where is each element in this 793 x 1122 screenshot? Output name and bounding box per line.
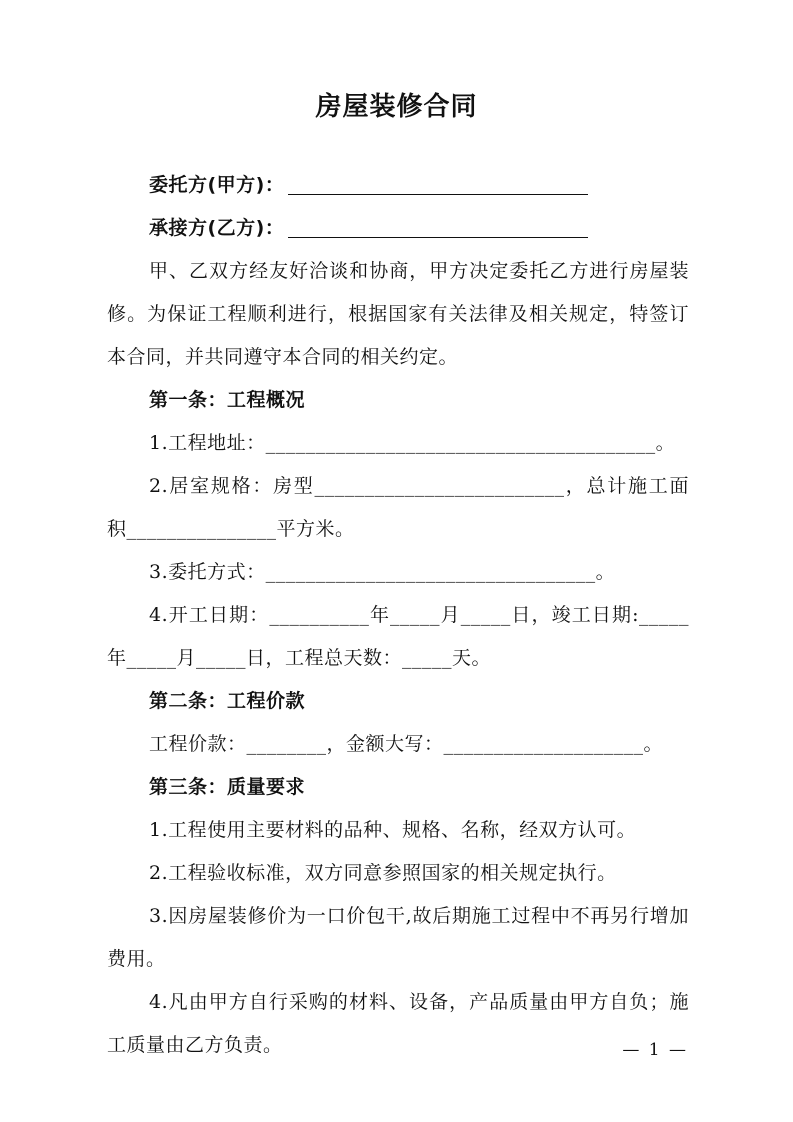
article3-item-fixed-price: 3.因房屋装修价为一口价包干,故后期施工过程中不再另行增加费用。 [107,905,689,970]
contractor-label: 承接方(乙方)： [149,217,285,239]
client-label: 委托方(甲方)： [149,174,285,196]
article1-item-address: 1.工程地址：_______________________________________。 [149,432,676,454]
article1-item-room-spec: 2.居室规格：房型_________________________，总计施工面积_______________平方米。 [107,475,689,540]
preamble-paragraph: 甲、乙双方经友好洽谈和协商，甲方决定委托乙方进行房屋装修。为保证工程顺利进行，根据国家有关法律及相关规定，特签订本合同，并共同遵守本合同的相关约定。 [107,260,689,368]
article3-item-quality: 4.凡由甲方自行采购的材料、设备，产品质量由甲方自负；施工质量由乙方负责。 [107,991,689,1056]
article1-item-method: 3.委托方式：_________________________________。 [149,561,616,583]
article2-item-price: 工程价款：________，金额大写：____________________。 [149,733,664,755]
page-number: — 1 — [622,1040,688,1060]
contractor-party-line [107,207,689,250]
article3-item-acceptance: 2.工程验收标准，双方同意参照国家的相关规定执行。 [149,862,617,884]
article3-item-materials: 1.工程使用主要材料的品种、规格、名称，经双方认可。 [149,819,637,841]
article1-item-dates: 4.开工日期：__________年_____月_____日，竣工日期:_____年_____月_____日，工程总天数：_____天。 [107,604,689,669]
client-blank-line [288,172,588,195]
contractor-blank-line [288,215,588,238]
article1-heading: 第一条：工程概况 [149,389,306,411]
article3-heading: 第三条：质量要求 [149,776,306,798]
article2-heading: 第二条：工程价款 [149,690,306,712]
document-body [107,164,689,1067]
document-title: 房屋装修合同 [315,92,478,122]
client-party-line [107,164,689,207]
